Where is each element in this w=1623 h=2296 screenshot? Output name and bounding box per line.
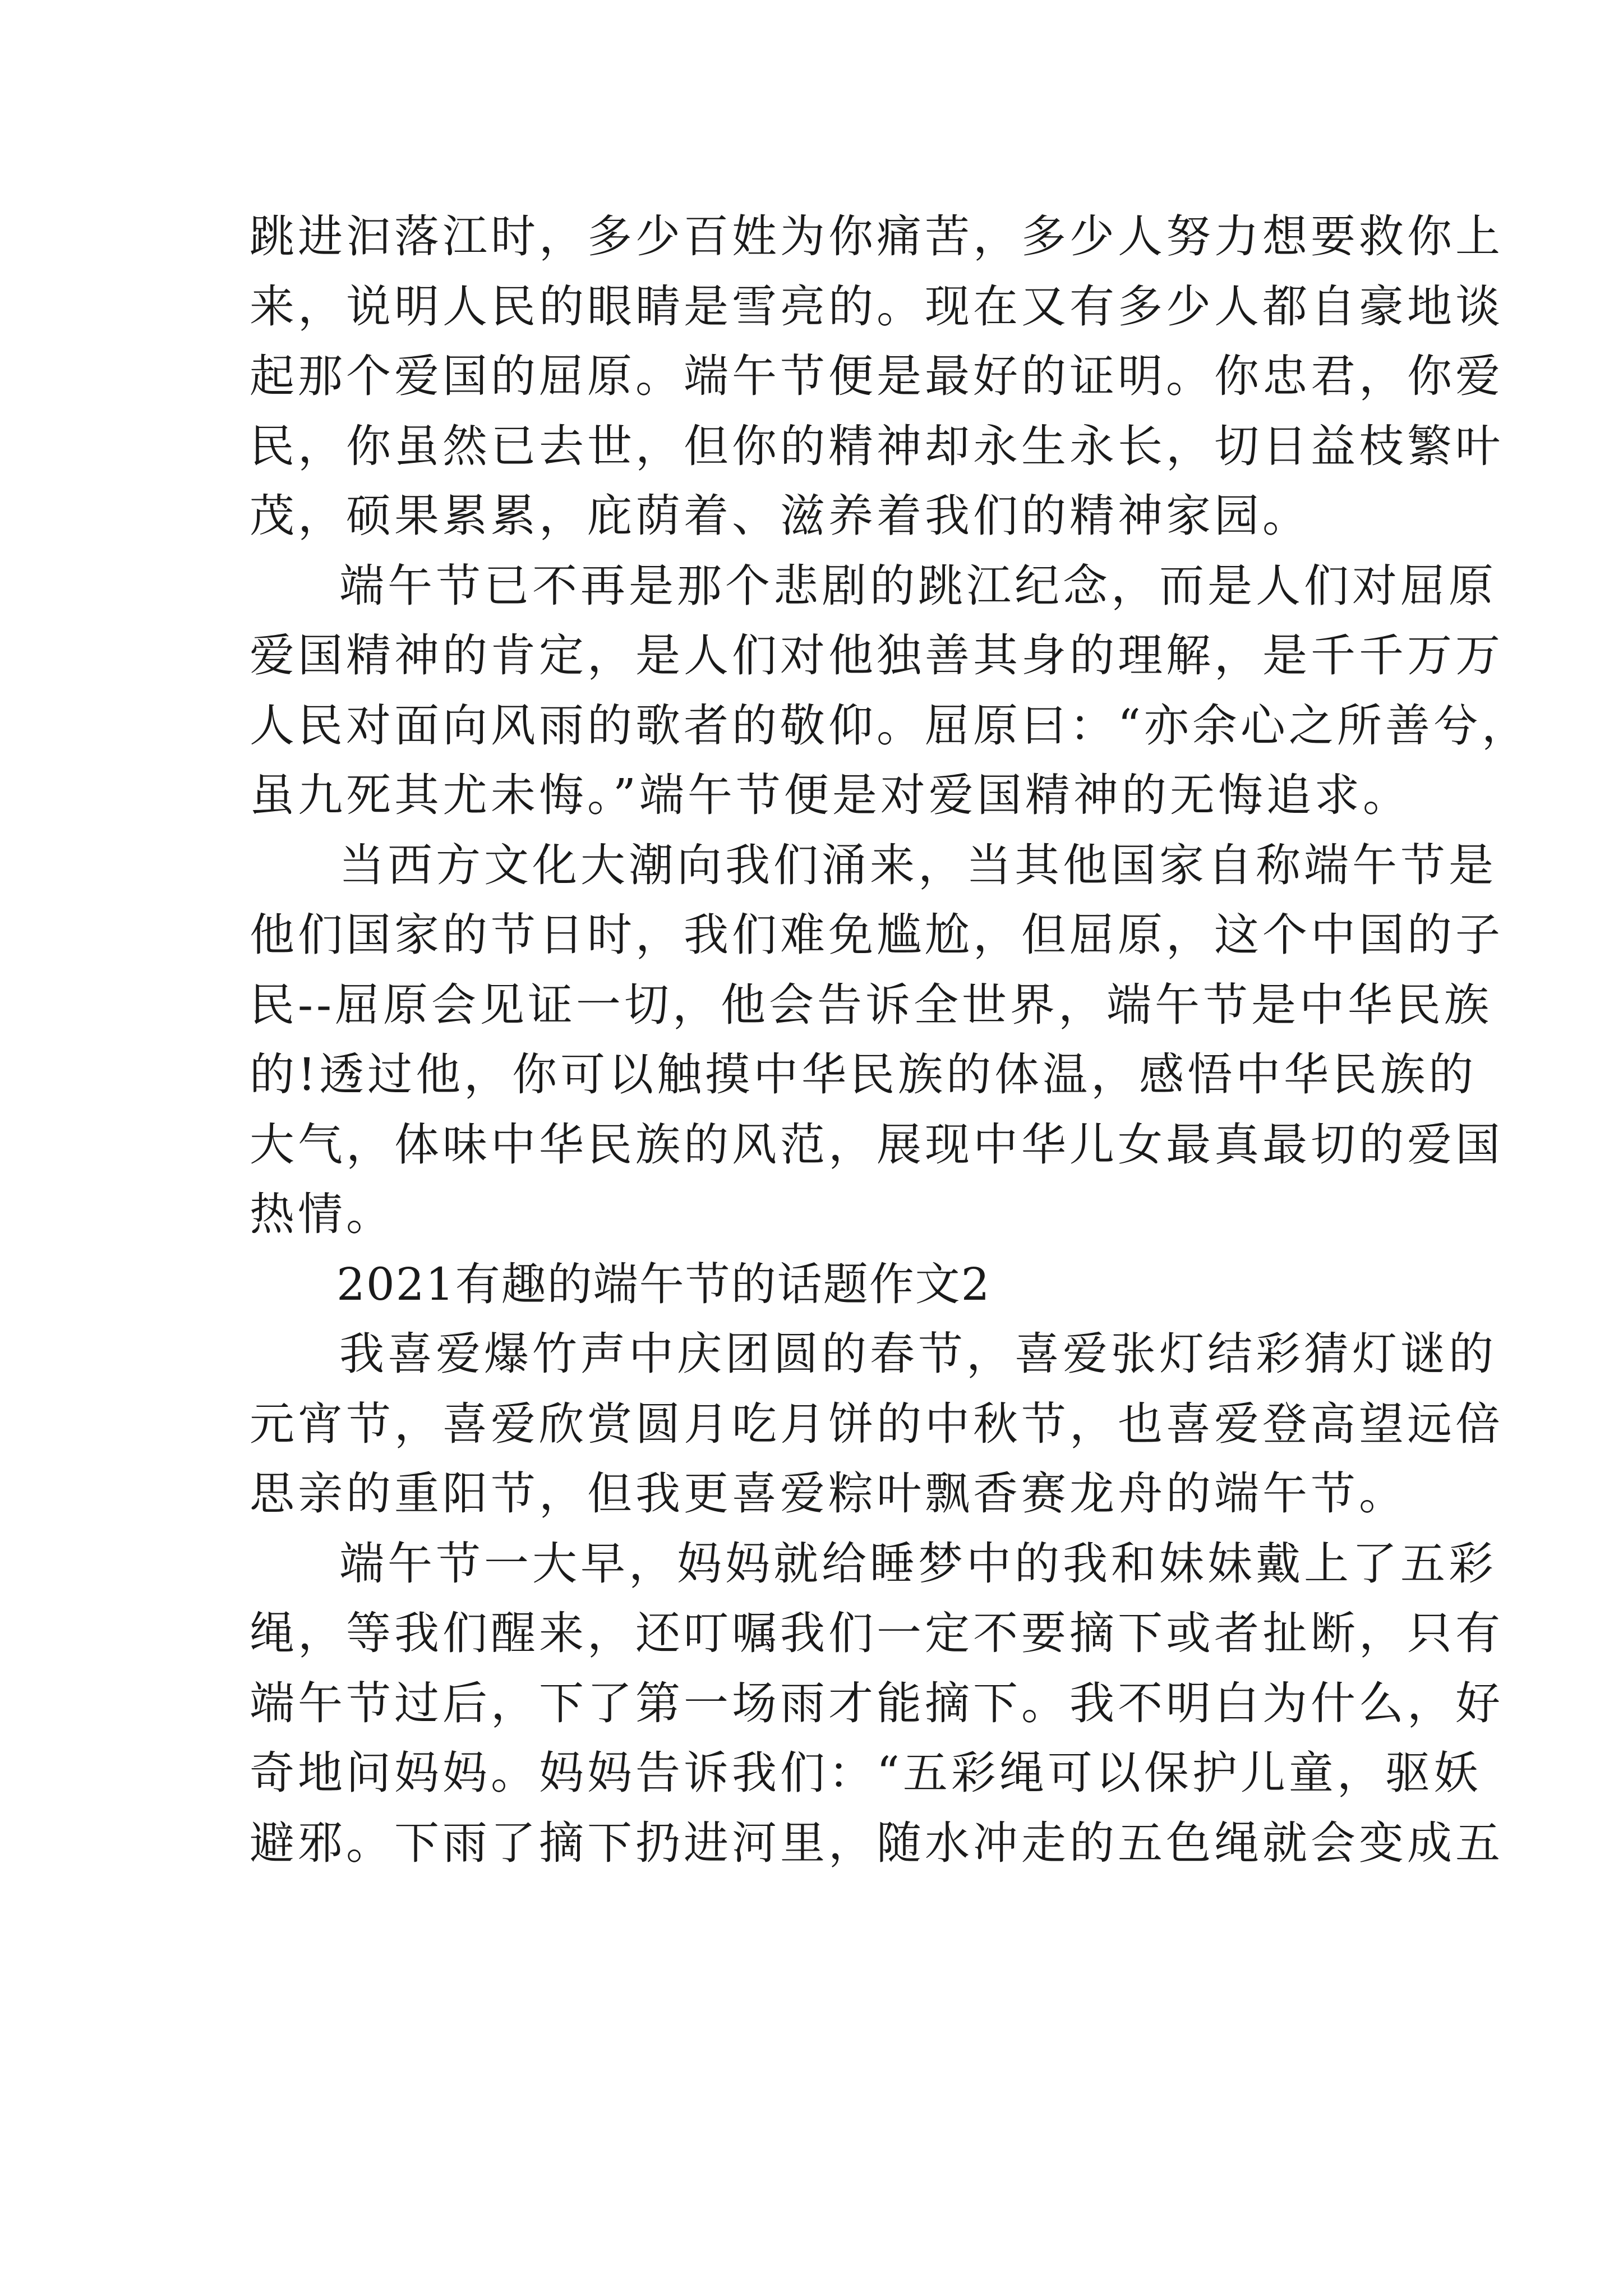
- paragraph-first-line: 我喜爱爆竹声中庆团圆的春节，喜爱张灯结彩猜灯谜的: [339, 1328, 1497, 1380]
- text-line: 他们国家的节日时，我们难免尴尬，但屈原，这个中国的子: [250, 909, 1504, 961]
- text-line: 思亲的重阳节，但我更喜爱粽叶飘香赛龙舟的端午节。: [250, 1467, 1407, 1520]
- text-line: 元宵节，喜爱欣赏圆月吃月饼的中秋节，也喜爱登高望远倍: [250, 1397, 1504, 1450]
- text-line: 来，说明人民的眼睛是雪亮的。现在又有多少人都自豪地谈: [250, 280, 1504, 333]
- text-line: 的!透过他，你可以触摸中华民族的体温，感悟中华民族的: [250, 1048, 1477, 1101]
- text-line: 端午节过后，下了第一场雨才能摘下。我不明白为什么，好: [250, 1677, 1504, 1729]
- text-line: 避邪。下雨了摘下扔进河里，随水冲走的五色绳就会变成五: [250, 1816, 1504, 1869]
- text-line: 虽九死其尤未悔。”端午节便是对爱国精神的无悔追求。: [250, 769, 1411, 821]
- text-line: 人民对面向风雨的歌者的敬仰。屈原曰：“亦余心之所善兮，: [250, 699, 1530, 752]
- text-line: 跳进汩落江时，多少百姓为你痛苦，多少人努力想要救你上: [250, 210, 1504, 263]
- text-line: 民--屈原会见证一切，他会告诉全世界，端午节是中华民族: [250, 978, 1493, 1031]
- text-line: 热情。: [250, 1188, 394, 1240]
- text-line: 大气，体味中华民族的风范，展现中华儿女最真最切的爱国: [250, 1118, 1504, 1171]
- section-heading: 2021有趣的端午节的话题作文2: [336, 1258, 991, 1310]
- paragraph-first-line: 端午节已不再是那个悲剧的跳江纪念，而是人们对屈原: [339, 559, 1497, 612]
- text-line: 爱国精神的肯定，是人们对他独善其身的理解，是千千万万: [250, 629, 1504, 682]
- text-line: 奇地问妈妈。妈妈告诉我们：“五彩绳可以保护儿童，驱妖: [250, 1747, 1482, 1799]
- text-line: 茂，硕果累累，庇荫着、滋养着我们的精神家园。: [250, 490, 1311, 542]
- paragraph-first-line: 端午节一大早，妈妈就给睡梦中的我和妹妹戴上了五彩: [339, 1537, 1497, 1590]
- text-line: 绳，等我们醒来，还叮嘱我们一定不要摘下或者扯断，只有: [250, 1607, 1504, 1659]
- document-body: [250, 202, 1530, 1878]
- text-line: 民，你虽然已去世，但你的精神却永生永长，切日益枝繁叶: [250, 420, 1504, 472]
- text-line: 起那个爱国的屈原。端午节便是最好的证明。你忠君，你爱: [250, 350, 1504, 402]
- paragraph-first-line: 当西方文化大潮向我们涌来，当其他国家自称端午节是: [339, 839, 1497, 891]
